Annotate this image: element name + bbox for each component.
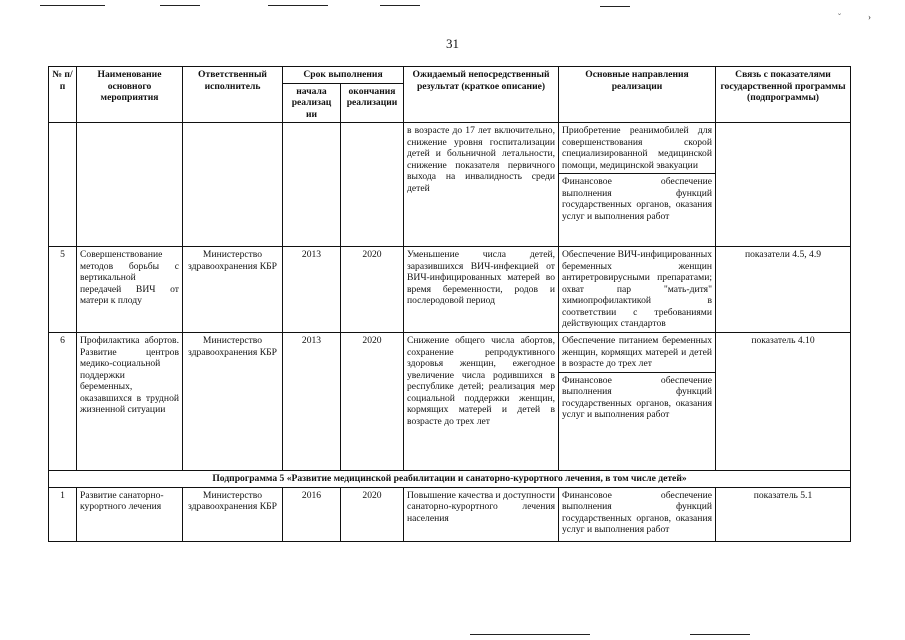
cell-directions (559, 247, 716, 333)
scan-artifact-mark: › (868, 12, 871, 22)
scan-artifact-line (40, 5, 105, 6)
scan-artifact-line (380, 5, 420, 6)
cell-directions (559, 123, 716, 247)
scan-artifact-line (160, 5, 200, 6)
cell-result: в возрасте до 17 лет включительно, снижение уровня госпитализации детей и больничной летальности, снижение показателя первичного выхода на инвалидность среди детей (404, 123, 559, 247)
cell-result: Снижение общего числа абортов, сохранение репродуктивного здоровья женщин, ежегодное увеличение числа родившихся в республике детей; реализация мер социальной поддержки женщин, кормящих матерей и детей в возрасте до трех лет (404, 333, 559, 471)
cell-end: 2020 (341, 487, 404, 541)
cell-link: показатели 4.5, 4.9 (716, 247, 851, 333)
header-row (49, 67, 851, 84)
direction-item: Обеспечение ВИЧ-инфицированных беременных женщин антиретровирусными препаратами; охват пар "мать-дитя" химиопрофилактикой в соответствии с требованиями действующих стандартов (562, 249, 713, 329)
table-row (49, 487, 851, 541)
scan-artifact-mark: ˘ (838, 12, 841, 22)
subprogram-title: Подпрограмма 5 «Развитие медицинской реабилитации и санаторно-курортного лечения, в том числе детей» (49, 471, 851, 488)
scan-artifact-line (268, 5, 328, 6)
cell-result: Повышение качества и доступности санаторно-курортного лечения населения (404, 487, 559, 541)
header-link: Связь с показателями государственной программы (подпрограммы) (716, 67, 851, 123)
scan-artifact-line (600, 6, 630, 7)
cell-start: 2013 (283, 333, 341, 471)
page-number: 31 (446, 36, 459, 51)
cell-responsible (183, 123, 283, 247)
cell-directions (559, 333, 716, 471)
header-directions: Основные направления реализации (559, 67, 716, 123)
header-num: № п/п (49, 67, 77, 123)
cell-num (49, 123, 77, 247)
header-term: Срок выполнения (283, 67, 404, 84)
cell-result: Уменьшение числа детей, заразившихся ВИЧ-инфекцией от ВИЧ-инфицированных матерей во время беременности, родов и послеродовой период (404, 247, 559, 333)
subprogram-row (49, 471, 851, 488)
cell-responsible: Министерство здравоохранения КБР (183, 247, 283, 333)
direction-item: Финансовое обеспечение выполнения функций государственных органов, оказания услуг и выполнения работ (562, 489, 712, 535)
table-row (49, 247, 851, 333)
cell-directions (559, 487, 716, 541)
cell-end: 2020 (341, 333, 404, 471)
cell-start (283, 123, 341, 247)
cell-name (77, 123, 183, 247)
header-responsible: Ответственный исполнитель (183, 67, 283, 123)
direction-item: Финансовое обеспечение выполнения функций государственных органов, оказания услуг и выполнения работ (559, 372, 715, 423)
cell-link: показатель 5.1 (716, 487, 851, 541)
cell-num: 1 (49, 487, 77, 541)
cell-num: 6 (49, 333, 77, 471)
cell-end (341, 123, 404, 247)
header-start: начала реализац ии (283, 83, 341, 123)
scan-artifact-line (690, 634, 750, 635)
header-name: Наименование основного мероприятия (77, 67, 183, 123)
direction-item: Финансовое обеспечение выполнения функций государственных органов, оказания услуг и выполнения работ (559, 173, 715, 224)
cell-name: Развитие санаторно-курортного лечения (77, 487, 183, 541)
cell-name: Совершенствование методов борьбы с вертикальной передачей ВИЧ от матери к плоду (77, 247, 183, 333)
cell-start: 2013 (283, 247, 341, 333)
direction-item: Приобретение реанимобилей для совершенствования скорой специализированной медицинской помощи, медицинской эвакуации (562, 125, 712, 171)
table-row (49, 123, 851, 247)
header-result: Ожидаемый непосредственный результат (краткое описание) (404, 67, 559, 123)
table-row (49, 333, 851, 471)
direction-item: Обеспечение питанием беременных женщин, кормящих матерей и детей в возрасте до трех лет (562, 335, 712, 369)
cell-start: 2016 (283, 487, 341, 541)
activities-table (48, 66, 851, 542)
cell-link: показатель 4.10 (716, 333, 851, 471)
header-end: окончания реализации (341, 83, 404, 123)
scan-artifact-line (470, 634, 590, 635)
cell-name: Профилактика абортов. Развитие центров медико-социальной поддержки беременных, оказавшихся в трудной жизненной ситуации (77, 333, 183, 471)
cell-end: 2020 (341, 247, 404, 333)
cell-num: 5 (49, 247, 77, 333)
cell-responsible: Министерство здравоохранения КБР (183, 487, 283, 541)
cell-link (716, 123, 851, 247)
cell-responsible: Министерство здравоохранения КБР (183, 333, 283, 471)
